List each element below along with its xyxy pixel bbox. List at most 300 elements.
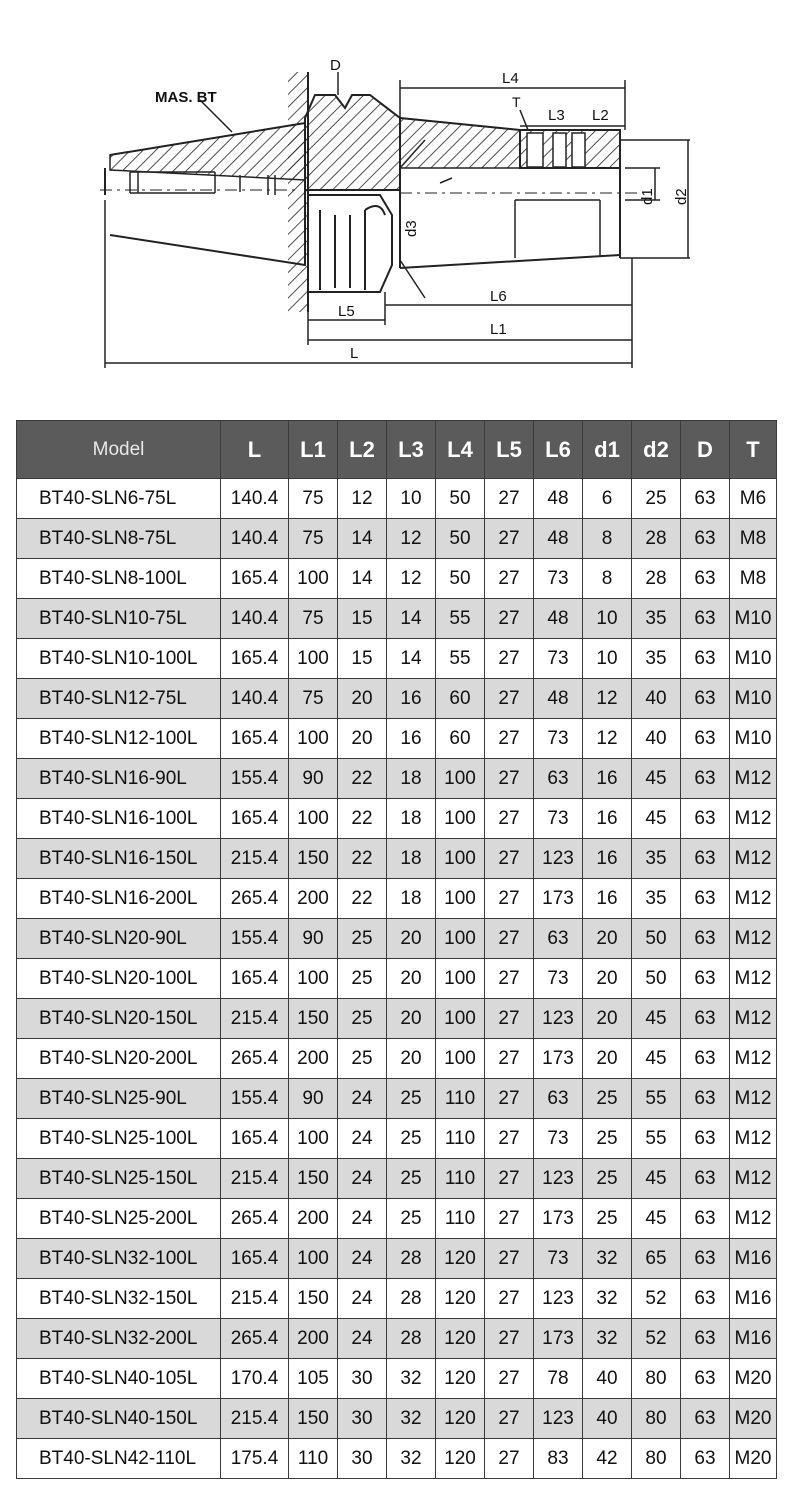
value-cell-l5: 27: [485, 479, 534, 519]
value-cell-d1: 25: [583, 1199, 632, 1239]
table-row: [17, 1079, 777, 1119]
value-cell-l6: 78: [534, 1359, 583, 1399]
label-L3: L3: [548, 107, 565, 124]
value-cell-l6: 173: [534, 1039, 583, 1079]
value-cell-t: M12: [730, 759, 777, 799]
model-cell: BT40-SLN32-200L: [17, 1319, 221, 1359]
value-cell-t: M12: [730, 839, 777, 879]
model-cell: BT40-SLN16-100L: [17, 799, 221, 839]
value-cell-l5: 27: [485, 919, 534, 959]
value-cell-t: M12: [730, 799, 777, 839]
value-cell-l1: 75: [289, 519, 338, 559]
table-row: [17, 919, 777, 959]
value-cell-l3: 20: [387, 1039, 436, 1079]
value-cell-l5: 27: [485, 959, 534, 999]
value-cell-l3: 18: [387, 839, 436, 879]
value-cell-t: M12: [730, 879, 777, 919]
model-cell: BT40-SLN20-150L: [17, 999, 221, 1039]
model-cell: BT40-SLN12-75L: [17, 679, 221, 719]
value-cell-l2: 25: [338, 919, 387, 959]
model-cell: BT40-SLN32-100L: [17, 1239, 221, 1279]
value-cell-l4: 100: [436, 999, 485, 1039]
value-cell-l3: 16: [387, 679, 436, 719]
value-cell-l1: 200: [289, 879, 338, 919]
value-cell-l4: 120: [436, 1239, 485, 1279]
value-cell-l1: 200: [289, 1199, 338, 1239]
column-header-l6: L6: [534, 421, 583, 479]
column-header-l: L: [221, 421, 289, 479]
value-cell-l6: 48: [534, 679, 583, 719]
model-cell: BT40-SLN20-90L: [17, 919, 221, 959]
value-cell-l6: 73: [534, 719, 583, 759]
value-cell-l3: 12: [387, 519, 436, 559]
flange: [305, 95, 400, 292]
value-cell-l: 165.4: [221, 559, 289, 599]
column-header-d1: d1: [583, 421, 632, 479]
value-cell-d: 63: [681, 479, 730, 519]
value-cell-l3: 14: [387, 599, 436, 639]
value-cell-l5: 27: [485, 1199, 534, 1239]
value-cell-l5: 27: [485, 599, 534, 639]
value-cell-l: 265.4: [221, 879, 289, 919]
value-cell-l6: 123: [534, 1279, 583, 1319]
value-cell-l1: 150: [289, 839, 338, 879]
model-cell: BT40-SLN16-200L: [17, 879, 221, 919]
value-cell-l4: 120: [436, 1439, 485, 1479]
value-cell-d: 63: [681, 1079, 730, 1119]
value-cell-d: 63: [681, 1119, 730, 1159]
value-cell-t: M20: [730, 1439, 777, 1479]
column-header-l5: L5: [485, 421, 534, 479]
value-cell-l3: 32: [387, 1399, 436, 1439]
value-cell-l: 165.4: [221, 799, 289, 839]
value-cell-t: M16: [730, 1319, 777, 1359]
value-cell-l1: 150: [289, 1399, 338, 1439]
table-row: [17, 599, 777, 639]
value-cell-l4: 100: [436, 839, 485, 879]
nose-slots: [520, 130, 620, 258]
table-row: [17, 519, 777, 559]
value-cell-t: M20: [730, 1399, 777, 1439]
value-cell-d1: 25: [583, 1159, 632, 1199]
value-cell-l: 155.4: [221, 759, 289, 799]
value-cell-d2: 55: [632, 1079, 681, 1119]
value-cell-l4: 110: [436, 1199, 485, 1239]
value-cell-l4: 110: [436, 1119, 485, 1159]
value-cell-t: M12: [730, 1119, 777, 1159]
value-cell-l4: 110: [436, 1079, 485, 1119]
column-header-l3: L3: [387, 421, 436, 479]
value-cell-t: M12: [730, 999, 777, 1039]
value-cell-l3: 25: [387, 1079, 436, 1119]
value-cell-l6: 123: [534, 999, 583, 1039]
table-row: [17, 759, 777, 799]
value-cell-d: 63: [681, 559, 730, 599]
value-cell-d1: 16: [583, 759, 632, 799]
value-cell-d1: 12: [583, 679, 632, 719]
value-cell-l: 215.4: [221, 999, 289, 1039]
value-cell-t: M12: [730, 1039, 777, 1079]
value-cell-l3: 25: [387, 1159, 436, 1199]
value-cell-d1: 20: [583, 959, 632, 999]
value-cell-l1: 200: [289, 1039, 338, 1079]
value-cell-l3: 20: [387, 919, 436, 959]
value-cell-l5: 27: [485, 1159, 534, 1199]
table-row: [17, 799, 777, 839]
label-d2: d2: [673, 188, 690, 205]
value-cell-d: 63: [681, 1239, 730, 1279]
value-cell-l: 215.4: [221, 839, 289, 879]
value-cell-l6: 123: [534, 1399, 583, 1439]
value-cell-l5: 27: [485, 1319, 534, 1359]
value-cell-d2: 80: [632, 1399, 681, 1439]
column-header-l1: L1: [289, 421, 338, 479]
label-L: L: [350, 345, 359, 362]
value-cell-l: 155.4: [221, 1079, 289, 1119]
value-cell-d1: 42: [583, 1439, 632, 1479]
value-cell-l4: 100: [436, 799, 485, 839]
value-cell-l2: 22: [338, 879, 387, 919]
value-cell-l: 265.4: [221, 1319, 289, 1359]
value-cell-l4: 120: [436, 1319, 485, 1359]
value-cell-d2: 45: [632, 1039, 681, 1079]
value-cell-l5: 27: [485, 1279, 534, 1319]
value-cell-l3: 25: [387, 1199, 436, 1239]
value-cell-l5: 27: [485, 999, 534, 1039]
value-cell-l6: 83: [534, 1439, 583, 1479]
value-cell-l6: 48: [534, 599, 583, 639]
value-cell-d2: 52: [632, 1279, 681, 1319]
value-cell-l1: 90: [289, 919, 338, 959]
table-row: [17, 1119, 777, 1159]
value-cell-l1: 90: [289, 1079, 338, 1119]
value-cell-l1: 75: [289, 479, 338, 519]
value-cell-d2: 40: [632, 719, 681, 759]
column-header-l4: L4: [436, 421, 485, 479]
table-row: [17, 559, 777, 599]
value-cell-l4: 55: [436, 639, 485, 679]
value-cell-l3: 18: [387, 759, 436, 799]
label-D: D: [330, 57, 341, 74]
value-cell-l1: 150: [289, 1159, 338, 1199]
value-cell-d2: 80: [632, 1439, 681, 1479]
value-cell-l1: 100: [289, 959, 338, 999]
value-cell-l: 165.4: [221, 1239, 289, 1279]
value-cell-l5: 27: [485, 1039, 534, 1079]
value-cell-l4: 120: [436, 1359, 485, 1399]
table-row: [17, 1239, 777, 1279]
value-cell-l5: 27: [485, 1119, 534, 1159]
value-cell-l2: 22: [338, 799, 387, 839]
value-cell-l5: 27: [485, 519, 534, 559]
value-cell-l4: 100: [436, 919, 485, 959]
value-cell-d: 63: [681, 1199, 730, 1239]
value-cell-d1: 32: [583, 1319, 632, 1359]
table-row: [17, 879, 777, 919]
value-cell-d1: 8: [583, 519, 632, 559]
value-cell-d: 63: [681, 839, 730, 879]
value-cell-l: 265.4: [221, 1199, 289, 1239]
value-cell-l1: 100: [289, 1239, 338, 1279]
label-mas-bt: MAS. BT: [155, 89, 217, 106]
value-cell-l: 155.4: [221, 919, 289, 959]
model-cell: BT40-SLN20-200L: [17, 1039, 221, 1079]
column-header-model: Model: [17, 421, 221, 479]
value-cell-d1: 20: [583, 1039, 632, 1079]
value-cell-l6: 73: [534, 799, 583, 839]
dimension-labels: [155, 57, 690, 362]
value-cell-l5: 27: [485, 639, 534, 679]
column-header-d2: d2: [632, 421, 681, 479]
model-cell: BT40-SLN6-75L: [17, 479, 221, 519]
value-cell-d2: 45: [632, 759, 681, 799]
value-cell-l2: 24: [338, 1159, 387, 1199]
value-cell-l5: 27: [485, 759, 534, 799]
table-body: [17, 479, 777, 1479]
value-cell-d2: 45: [632, 1199, 681, 1239]
value-cell-l1: 150: [289, 1279, 338, 1319]
value-cell-d2: 35: [632, 879, 681, 919]
value-cell-d: 63: [681, 1279, 730, 1319]
value-cell-l6: 123: [534, 1159, 583, 1199]
value-cell-l6: 173: [534, 879, 583, 919]
value-cell-l3: 20: [387, 999, 436, 1039]
value-cell-d: 63: [681, 999, 730, 1039]
value-cell-l: 140.4: [221, 519, 289, 559]
model-cell: BT40-SLN40-150L: [17, 1399, 221, 1439]
table-row: [17, 1359, 777, 1399]
value-cell-l6: 63: [534, 1079, 583, 1119]
value-cell-l6: 73: [534, 639, 583, 679]
value-cell-d1: 6: [583, 479, 632, 519]
value-cell-l: 175.4: [221, 1439, 289, 1479]
value-cell-l3: 32: [387, 1359, 436, 1399]
value-cell-d: 63: [681, 799, 730, 839]
value-cell-l2: 24: [338, 1119, 387, 1159]
value-cell-l6: 48: [534, 519, 583, 559]
value-cell-d2: 50: [632, 959, 681, 999]
model-cell: BT40-SLN8-100L: [17, 559, 221, 599]
value-cell-l2: 24: [338, 1319, 387, 1359]
value-cell-l2: 25: [338, 999, 387, 1039]
value-cell-d: 63: [681, 639, 730, 679]
value-cell-d2: 50: [632, 919, 681, 959]
value-cell-l: 170.4: [221, 1359, 289, 1399]
value-cell-d1: 32: [583, 1279, 632, 1319]
value-cell-d1: 12: [583, 719, 632, 759]
value-cell-l3: 25: [387, 1119, 436, 1159]
label-d3: d3: [403, 220, 420, 237]
model-cell: BT40-SLN10-75L: [17, 599, 221, 639]
value-cell-d1: 20: [583, 999, 632, 1039]
value-cell-d2: 80: [632, 1359, 681, 1399]
value-cell-l6: 63: [534, 919, 583, 959]
value-cell-l2: 15: [338, 639, 387, 679]
column-header-t: T: [730, 421, 777, 479]
value-cell-d1: 8: [583, 559, 632, 599]
model-cell: BT40-SLN8-75L: [17, 519, 221, 559]
header-row: [17, 421, 777, 479]
value-cell-d1: 16: [583, 799, 632, 839]
value-cell-l5: 27: [485, 1359, 534, 1399]
value-cell-d: 63: [681, 959, 730, 999]
value-cell-l4: 60: [436, 719, 485, 759]
value-cell-l2: 24: [338, 1279, 387, 1319]
value-cell-l4: 100: [436, 759, 485, 799]
value-cell-l6: 73: [534, 1239, 583, 1279]
value-cell-l4: 120: [436, 1279, 485, 1319]
value-cell-d2: 45: [632, 1159, 681, 1199]
model-cell: BT40-SLN25-200L: [17, 1199, 221, 1239]
value-cell-l5: 27: [485, 719, 534, 759]
value-cell-d2: 65: [632, 1239, 681, 1279]
value-cell-l2: 14: [338, 519, 387, 559]
value-cell-l3: 18: [387, 879, 436, 919]
value-cell-l2: 25: [338, 959, 387, 999]
value-cell-d2: 35: [632, 639, 681, 679]
value-cell-d: 63: [681, 879, 730, 919]
table-row: [17, 1279, 777, 1319]
value-cell-t: M16: [730, 1279, 777, 1319]
value-cell-l2: 22: [338, 839, 387, 879]
value-cell-l1: 100: [289, 719, 338, 759]
value-cell-t: M12: [730, 1079, 777, 1119]
model-cell: BT40-SLN32-150L: [17, 1279, 221, 1319]
value-cell-d1: 25: [583, 1119, 632, 1159]
value-cell-d: 63: [681, 599, 730, 639]
model-cell: BT40-SLN16-150L: [17, 839, 221, 879]
value-cell-l6: 48: [534, 479, 583, 519]
value-cell-l5: 27: [485, 879, 534, 919]
value-cell-d1: 40: [583, 1359, 632, 1399]
value-cell-d2: 40: [632, 679, 681, 719]
taper-shank: [100, 123, 305, 265]
value-cell-l3: 20: [387, 959, 436, 999]
value-cell-t: M16: [730, 1239, 777, 1279]
value-cell-l2: 15: [338, 599, 387, 639]
value-cell-l4: 110: [436, 1159, 485, 1199]
value-cell-l: 140.4: [221, 479, 289, 519]
value-cell-l6: 173: [534, 1319, 583, 1359]
model-cell: BT40-SLN25-90L: [17, 1079, 221, 1119]
table-row: [17, 639, 777, 679]
value-cell-l1: 75: [289, 679, 338, 719]
value-cell-l1: 75: [289, 599, 338, 639]
table-row: [17, 959, 777, 999]
value-cell-l1: 200: [289, 1319, 338, 1359]
spec-table: [16, 420, 777, 1479]
value-cell-d1: 32: [583, 1239, 632, 1279]
table-row: [17, 719, 777, 759]
value-cell-d1: 16: [583, 839, 632, 879]
value-cell-l6: 73: [534, 1119, 583, 1159]
value-cell-t: M12: [730, 919, 777, 959]
value-cell-l2: 30: [338, 1399, 387, 1439]
value-cell-t: M8: [730, 559, 777, 599]
value-cell-l2: 14: [338, 559, 387, 599]
value-cell-l1: 100: [289, 1119, 338, 1159]
model-cell: BT40-SLN12-100L: [17, 719, 221, 759]
value-cell-l3: 12: [387, 559, 436, 599]
value-cell-l4: 100: [436, 959, 485, 999]
value-cell-l5: 27: [485, 1079, 534, 1119]
value-cell-l: 140.4: [221, 599, 289, 639]
value-cell-l1: 100: [289, 639, 338, 679]
value-cell-l2: 25: [338, 1039, 387, 1079]
value-cell-l2: 20: [338, 719, 387, 759]
value-cell-d2: 45: [632, 999, 681, 1039]
value-cell-t: M20: [730, 1359, 777, 1399]
value-cell-t: M8: [730, 519, 777, 559]
value-cell-d: 63: [681, 519, 730, 559]
value-cell-l6: 63: [534, 759, 583, 799]
model-cell: BT40-SLN25-100L: [17, 1119, 221, 1159]
value-cell-l: 265.4: [221, 1039, 289, 1079]
value-cell-t: M10: [730, 639, 777, 679]
value-cell-d: 63: [681, 1359, 730, 1399]
value-cell-l2: 24: [338, 1199, 387, 1239]
label-T: T: [512, 94, 521, 110]
value-cell-d1: 25: [583, 1079, 632, 1119]
table-row: [17, 479, 777, 519]
column-header-l2: L2: [338, 421, 387, 479]
value-cell-t: M10: [730, 599, 777, 639]
model-cell: BT40-SLN10-100L: [17, 639, 221, 679]
value-cell-l4: 100: [436, 1039, 485, 1079]
label-L4: L4: [502, 70, 519, 87]
value-cell-l2: 30: [338, 1439, 387, 1479]
value-cell-l6: 73: [534, 959, 583, 999]
label-L5: L5: [338, 303, 355, 320]
table-row: [17, 1039, 777, 1079]
value-cell-l: 165.4: [221, 639, 289, 679]
value-cell-l: 215.4: [221, 1159, 289, 1199]
value-cell-l2: 12: [338, 479, 387, 519]
value-cell-l5: 27: [485, 679, 534, 719]
value-cell-d1: 10: [583, 639, 632, 679]
table-row: [17, 999, 777, 1039]
value-cell-l5: 27: [485, 559, 534, 599]
value-cell-l4: 55: [436, 599, 485, 639]
value-cell-l2: 24: [338, 1079, 387, 1119]
column-header-d: D: [681, 421, 730, 479]
value-cell-d: 63: [681, 1439, 730, 1479]
value-cell-d2: 28: [632, 559, 681, 599]
value-cell-l5: 27: [485, 1239, 534, 1279]
value-cell-l: 140.4: [221, 679, 289, 719]
value-cell-l1: 100: [289, 799, 338, 839]
value-cell-d2: 35: [632, 839, 681, 879]
value-cell-l5: 27: [485, 799, 534, 839]
value-cell-d1: 20: [583, 919, 632, 959]
value-cell-l4: 120: [436, 1399, 485, 1439]
label-d1: d1: [639, 188, 656, 205]
value-cell-l4: 50: [436, 519, 485, 559]
table-row: [17, 1319, 777, 1359]
value-cell-l: 165.4: [221, 719, 289, 759]
value-cell-l1: 110: [289, 1439, 338, 1479]
value-cell-l5: 27: [485, 1439, 534, 1479]
value-cell-d: 63: [681, 679, 730, 719]
value-cell-l: 165.4: [221, 1119, 289, 1159]
label-L1: L1: [490, 321, 507, 338]
model-cell: BT40-SLN40-105L: [17, 1359, 221, 1399]
table-row: [17, 1199, 777, 1239]
value-cell-d2: 28: [632, 519, 681, 559]
value-cell-l6: 173: [534, 1199, 583, 1239]
value-cell-l3: 14: [387, 639, 436, 679]
table-row: [17, 1159, 777, 1199]
